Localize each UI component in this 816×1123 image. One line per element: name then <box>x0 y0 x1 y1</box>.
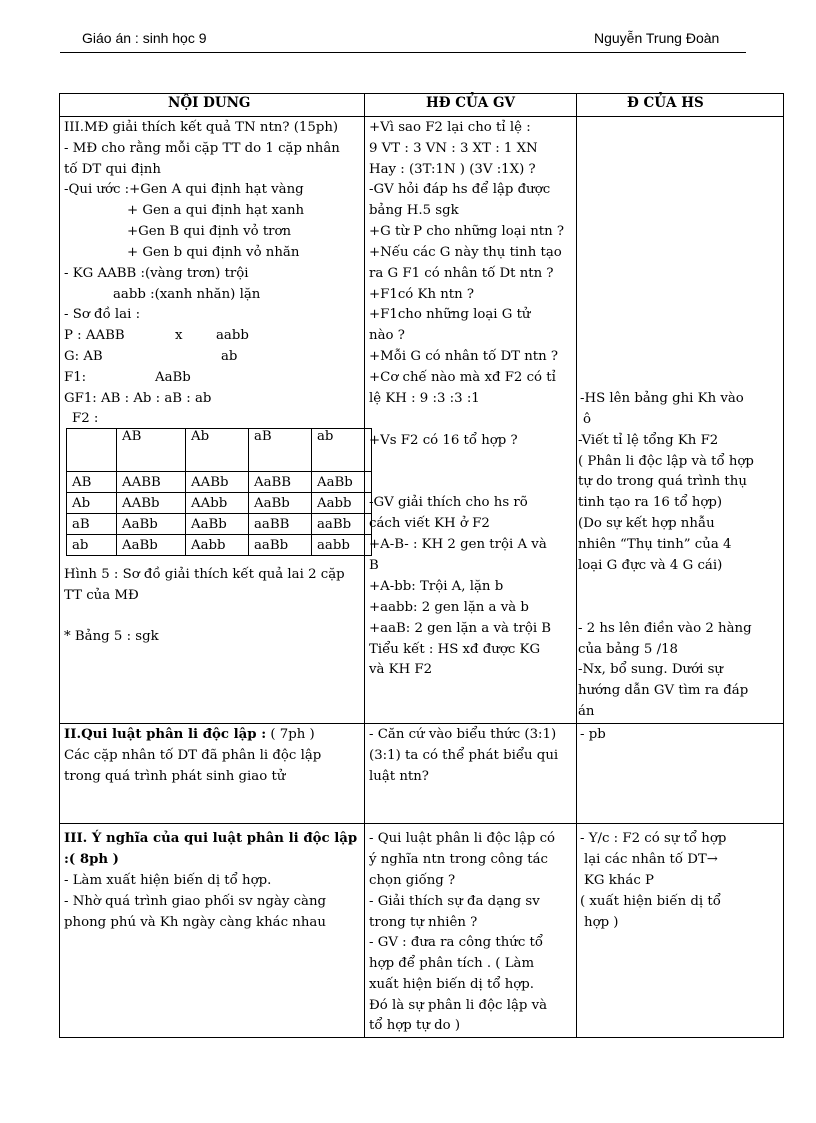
row3-gv-line: xuất hiện biến dị tổ hợp. <box>369 977 534 992</box>
row1-gv-line: và KH F2 <box>369 662 433 677</box>
row2-time: ( 7ph ) <box>266 727 315 742</box>
row3-content-line: - Nhờ quá trình giao phối sv ngày càng <box>64 894 327 909</box>
punnett-row-header: ab <box>67 535 117 556</box>
row3-content-line: phong phú và Kh ngày càng khác nhau <box>64 915 326 930</box>
row1-hs-line: ( Phân li độc lập và tổ hợp <box>578 454 754 469</box>
col-divider-2 <box>576 93 577 1038</box>
punnett-cell: AABb <box>186 472 249 493</box>
header-hd-gv: HĐ CỦA GV <box>426 95 515 111</box>
row3-hs-line: ( xuất hiện biến dị tổ <box>580 894 721 909</box>
row1-content-line: + Gen b qui định vỏ nhăn <box>127 245 300 260</box>
cross-p-parent2: aabb <box>216 328 249 343</box>
punnett-header: ab <box>312 429 372 472</box>
punnett-cell: Aabb <box>312 493 372 514</box>
row1-content-line: tố DT qui định <box>64 162 161 177</box>
row1-gv-line: +Mỗi G có nhân tố DT ntn ? <box>369 349 559 364</box>
cross-symbol: x <box>175 328 183 343</box>
table-row <box>67 493 372 514</box>
row3-gv-line: - Qui luật phân li độc lập có <box>369 831 556 846</box>
row1-content-line: -Qui ước :+Gen A qui định hạt vàng <box>64 182 304 197</box>
row2-gv-line: - Căn cứ vào biểu thức (3:1) <box>369 727 557 742</box>
row1-gv-line: +A-bb: Trội A, lặn b <box>369 579 504 594</box>
row1-content-line: + Gen a qui định hạt xanh <box>127 203 305 218</box>
table-header-bottom <box>59 116 784 117</box>
row1-gv-line: +Cơ chế nào mà xđ F2 có tỉ <box>369 370 556 385</box>
punnett-cell: AaBb <box>186 514 249 535</box>
row1-gv-line: lệ KH : 9 :3 :3 :1 <box>369 391 480 406</box>
punnett-row-header: AB <box>67 472 117 493</box>
table-reference: * Bảng 5 : sgk <box>64 629 159 644</box>
cross-f2-label: F2 : <box>72 411 99 426</box>
table-border-bottom <box>59 1037 784 1038</box>
row3-gv-line: hợp để phân tích . ( Làm <box>369 956 535 971</box>
row3-gv-line: ý nghĩa ntn trong công tác <box>369 852 548 867</box>
row3-gv-line: tổ hợp tự do ) <box>369 1018 461 1033</box>
row1-gv-line: bảng H.5 sgk <box>369 203 459 218</box>
punnett-header: AB <box>117 429 186 472</box>
punnett-cell: AaBB <box>249 472 312 493</box>
row1-gv-line: +A-B- : KH 2 gen trội A và <box>369 537 547 552</box>
table-row <box>67 429 372 472</box>
row2-bottom <box>59 823 784 824</box>
row1-gv-line: B <box>369 558 379 573</box>
row2-content-line: Các cặp nhân tố DT đã phân li độc lập <box>64 748 322 763</box>
row1-gv-line: +aabb: 2 gen lặn a và b <box>369 600 529 615</box>
header-noi-dung: NỘI DUNG <box>168 95 251 111</box>
punnett-row-header: Ab <box>67 493 117 514</box>
table-row <box>67 472 372 493</box>
punnett-square <box>66 428 372 556</box>
punnett-cell: aaBb <box>312 514 372 535</box>
row1-gv-line: -GV hỏi đáp hs để lập được <box>369 182 551 197</box>
cross-g-gamete1: G: AB <box>64 349 103 364</box>
row3-hs-line: - Y/c : F2 có sự tổ hợp <box>580 831 727 846</box>
punnett-cell: aabb <box>312 535 372 556</box>
punnett-cell: aaBB <box>249 514 312 535</box>
row3-hs-line: KG khác P <box>584 873 654 888</box>
table-row <box>67 535 372 556</box>
cross-p-parent1: P : AABB <box>64 328 125 343</box>
row3-gv-line: trong tự nhiên ? <box>369 915 478 930</box>
row1-hs-line: nhiên “Thụ tinh” của 4 <box>578 537 732 552</box>
row1-gv-line: ra G F1 có nhân tố Dt ntn ? <box>369 266 554 281</box>
header-hd-hs: Đ CỦA HS <box>627 95 704 111</box>
col-divider-1 <box>364 93 365 1038</box>
row1-hs-line: án <box>578 704 595 719</box>
row1-bottom <box>59 723 784 724</box>
row3-title: :( 8ph ) <box>64 852 119 867</box>
punnett-row-header: aB <box>67 514 117 535</box>
table-border-top <box>59 93 784 94</box>
punnett-cell: AAbb <box>186 493 249 514</box>
row1-gv-line: -GV giải thích cho hs rõ <box>369 495 528 510</box>
row1-gv-line: +Vs F2 có 16 tổ hợp ? <box>369 433 518 448</box>
row3-gv-line: - Giải thích sự đa dạng sv <box>369 894 540 909</box>
cross-gf1: GF1: AB : Ab : aB : ab <box>64 391 212 406</box>
punnett-cell: AABb <box>117 493 186 514</box>
row1-gv-line: +G từ P cho những loại ntn ? <box>369 224 565 239</box>
row1-hs-line: ô <box>583 412 592 427</box>
figure-caption: Hình 5 : Sơ đồ giải thích kết quả lai 2 cặp <box>64 567 345 582</box>
punnett-cell: AaBb <box>312 472 372 493</box>
row1-hs-line: -Nx, bổ sung. Dưới sự <box>578 662 723 677</box>
row1-gv-line: +Vì sao F2 lại cho tỉ lệ : <box>369 120 531 135</box>
row1-gv-line: cách viết KH ở F2 <box>369 516 490 531</box>
row1-gv-line: Tiểu kết : HS xđ được KG <box>369 642 541 657</box>
row1-hs-line: -Viết tỉ lệ tổng Kh F2 <box>578 433 719 448</box>
row1-hs-line: -HS lên bảng ghi Kh vào <box>580 391 744 406</box>
punnett-header: Ab <box>186 429 249 472</box>
row2-title: II.Qui luật phân li độc lập : <box>64 727 267 742</box>
row1-gv-line: +Nếu các G này thụ tinh tạo <box>369 245 562 260</box>
row1-gv-line: +aaB: 2 gen lặn a và trội B <box>369 621 552 636</box>
row2-gv-line: luật ntn? <box>369 769 429 784</box>
row2-hs-line: - pb <box>580 727 606 742</box>
row1-gv-line: Hay : (3T:1N ) (3V :1X) ? <box>369 162 536 177</box>
row3-hs-line: hợp ) <box>584 915 619 930</box>
punnett-cell: AABB <box>117 472 186 493</box>
row1-content-line: +Gen B qui định vỏ trơn <box>127 224 292 239</box>
row2-gv-line: (3:1) ta có thể phát biểu qui <box>369 748 559 763</box>
punnett-cell: AaBb <box>249 493 312 514</box>
row1-hs-line: (Do sự kết hợp nhẫu <box>578 516 715 531</box>
row3-title: III. Ý nghĩa của qui luật phân li độc lập <box>64 831 358 846</box>
row3-content-line: - Làm xuất hiện biến dị tổ hợp. <box>64 873 272 888</box>
punnett-cell: AaBb <box>117 535 186 556</box>
table-row <box>67 514 372 535</box>
header-author: Nguyễn Trung Đoàn <box>594 30 720 46</box>
row1-gv-line: nào ? <box>369 328 405 343</box>
row3-hs-line: lại các nhân tố DT→ <box>584 852 718 867</box>
row3-gv-line: Đó là sự phân li độc lập và <box>369 998 548 1013</box>
row1-hs-line: hướng dẫn GV tìm ra đáp <box>578 683 749 698</box>
cross-f1-genotype: AaBb <box>155 370 191 385</box>
table-border-left <box>59 93 60 1038</box>
punnett-cell: aaBb <box>249 535 312 556</box>
row1-content-line: - MĐ cho rằng mỗi cặp TT do 1 cặp nhân <box>64 141 340 156</box>
cross-g-gamete2: ab <box>221 349 238 364</box>
punnett-corner <box>67 429 117 472</box>
row2-title-line <box>64 725 315 746</box>
header-subject: Giáo án : sinh học 9 <box>82 30 207 46</box>
row1-hs-line: loại G đực và 4 G cái) <box>578 558 723 573</box>
header-rule <box>60 52 746 53</box>
punnett-cell: AaBb <box>117 514 186 535</box>
row2-content-line: trong quá trình phát sinh giao tử <box>64 769 286 784</box>
row1-hs-line: tinh tạo ra 16 tổ hợp) <box>578 495 723 510</box>
figure-caption: TT của MĐ <box>64 588 139 603</box>
row1-gv-line: 9 VT : 3 VN : 3 XT : 1 XN <box>369 141 538 156</box>
row1-content-line: III.MĐ giải thích kết quả TN ntn? (15ph) <box>64 120 339 135</box>
row1-hs-line: - 2 hs lên điền vào 2 hàng <box>578 621 752 636</box>
row1-gv-line: +F1cho những loại G tử <box>369 307 531 322</box>
punnett-cell: Aabb <box>186 535 249 556</box>
row1-content-line: aabb :(xanh nhăn) lặn <box>113 287 261 302</box>
row1-hs-line: của bảng 5 /18 <box>578 642 678 657</box>
row1-content-line: - Sơ đồ lai : <box>64 307 141 322</box>
table-border-right <box>783 93 784 1038</box>
row3-gv-line: chọn giống ? <box>369 873 456 888</box>
row3-gv-line: - GV : đưa ra công thức tổ <box>369 935 543 950</box>
row1-gv-line: +F1có Kh ntn ? <box>369 287 475 302</box>
row1-hs-line: tự do trong quá trình thụ <box>578 474 747 489</box>
row1-content-line: - KG AABB :(vàng trơn) trội <box>64 266 249 281</box>
cross-f1-label: F1: <box>64 370 87 385</box>
punnett-header: aB <box>249 429 312 472</box>
